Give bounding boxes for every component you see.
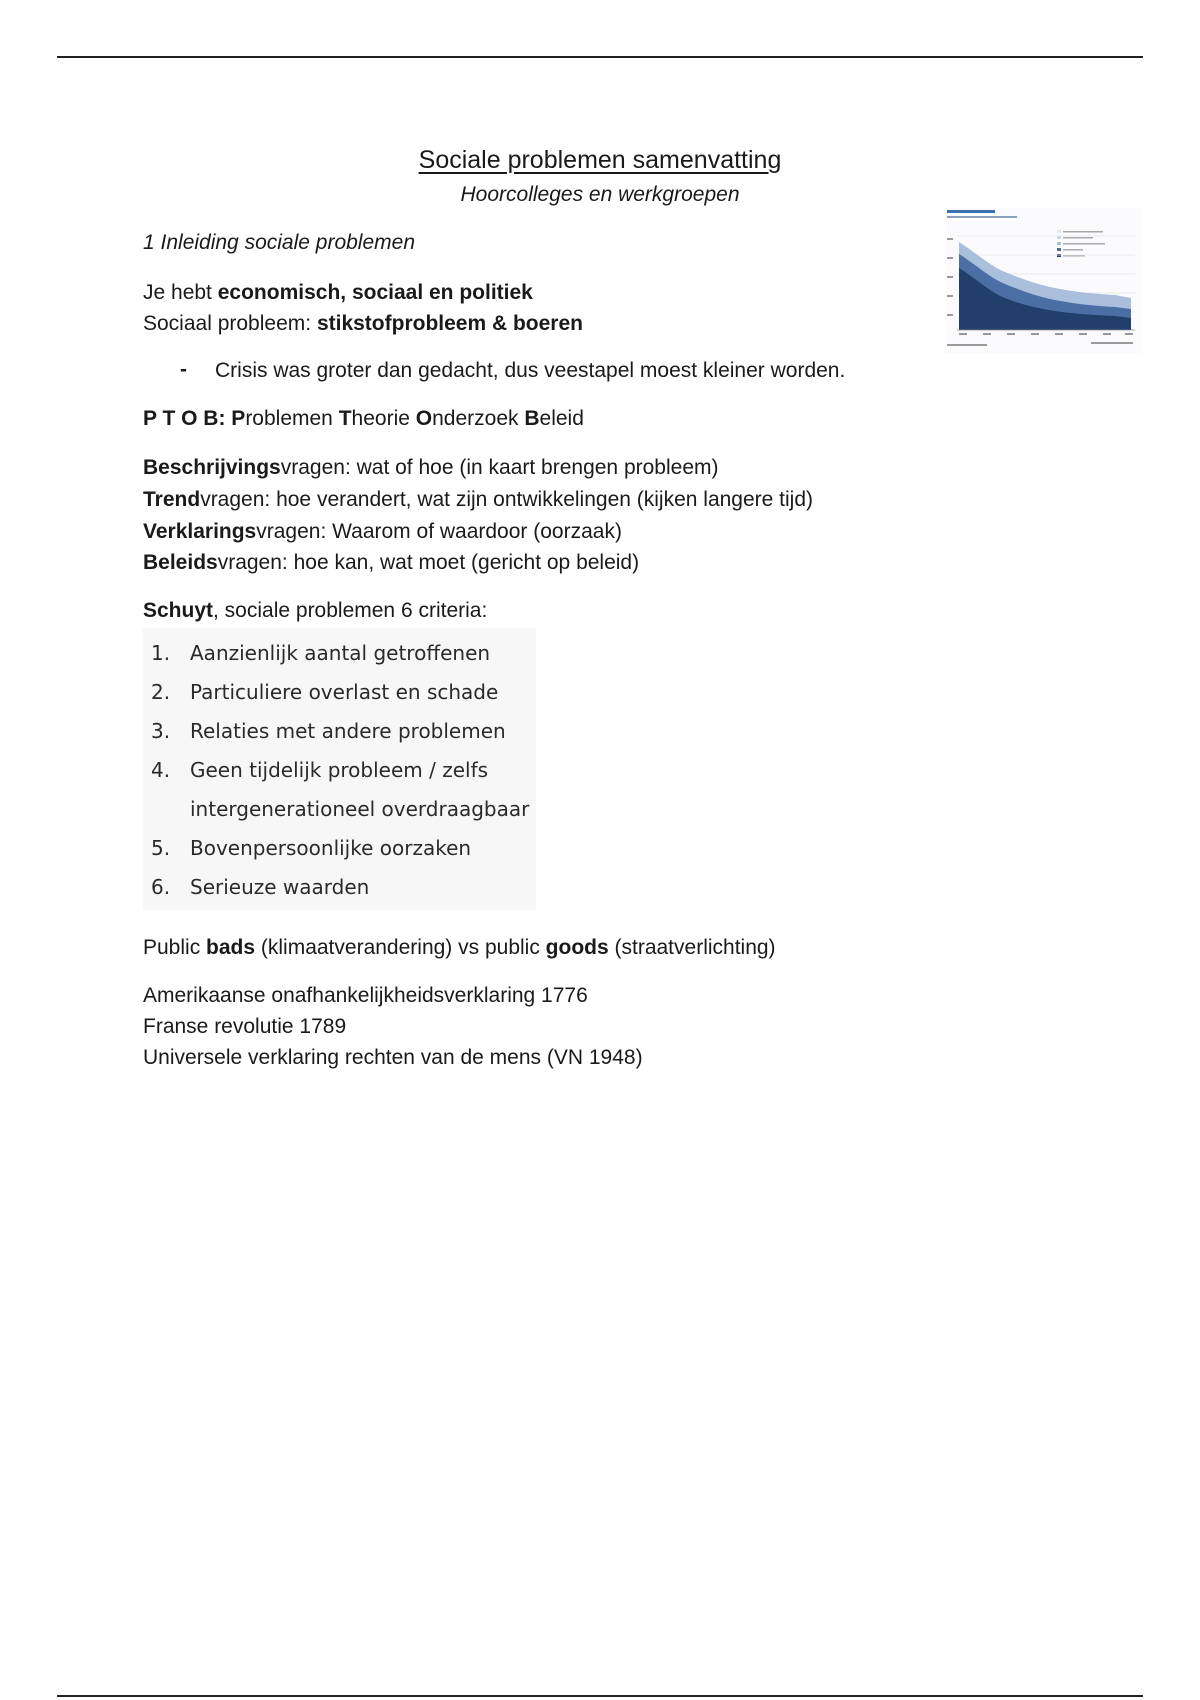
- bottom-rule: [57, 1695, 1143, 1697]
- criteria-item-continuation: intergenerationeel overdraagbaar: [190, 797, 530, 821]
- history-line: Franse revolutie 1789: [143, 1015, 347, 1038]
- chart-subtitle-mark: [947, 216, 1017, 218]
- history-line: Universele verklaring rechten van de mens (VN 1948): [143, 1046, 643, 1069]
- question-line: Beschrijvingsvragen: wat of hoe (in kaart brengen probleem): [143, 456, 719, 479]
- bullet-text: Crisis was groter dan gedacht, dus veestapel moest kleiner worden.: [215, 359, 846, 382]
- criteria-number: 6.: [151, 875, 171, 899]
- section-heading: 1 Inleiding sociale problemen: [143, 231, 416, 254]
- history-line: Amerikaanse onafhankelijkheidsverklaring 1776: [143, 984, 588, 1007]
- criteria-number: 1.: [151, 641, 171, 665]
- criteria-number: 4.: [151, 758, 171, 782]
- top-rule: [57, 56, 1143, 58]
- criteria-item: Aanzienlijk aantal getroffenen: [190, 641, 491, 665]
- question-line: Verklaringsvragen: Waarom of waardoor (oorzaak): [143, 520, 622, 543]
- criteria-item: Geen tijdelijk probleem / zelfs: [190, 758, 489, 782]
- chart-title-mark: [947, 210, 995, 213]
- criteria-number: 3.: [151, 719, 171, 743]
- domains-line: Je hebt economisch, sociaal en politiek: [143, 281, 533, 304]
- question-line: Trendvragen: hoe verandert, wat zijn ontwikkelingen (kijken langere tijd): [143, 488, 814, 511]
- page-subtitle: Hoorcolleges en werkgroepen: [460, 183, 740, 206]
- criteria-number: 2.: [151, 680, 171, 704]
- emission-chart-thumbnail: [945, 208, 1142, 353]
- question-line: Beleidsvragen: hoe kan, wat moet (gericht op beleid): [143, 551, 640, 574]
- page-title: Sociale problemen samenvatting: [418, 146, 782, 174]
- schuyt-line: Schuyt, sociale problemen 6 criteria:: [143, 599, 488, 622]
- social-problem-line: Sociaal probleem: stikstofprobleem & boeren: [143, 312, 583, 335]
- ptob-line: P T O B: Problemen Theorie Onderzoek Beleid: [143, 407, 584, 430]
- criteria-item: Bovenpersoonlijke oorzaken: [190, 836, 472, 860]
- chart-legend: [1057, 230, 1105, 257]
- bullet-marker: -: [180, 358, 187, 381]
- criteria-number: 5.: [151, 836, 171, 860]
- criteria-item: Relaties met andere problemen: [190, 719, 506, 743]
- criteria-item: Particuliere overlast en schade: [190, 680, 499, 704]
- criteria-item: Serieuze waarden: [190, 875, 370, 899]
- public-goods-line: Public bads (klimaatverandering) vs public goods (straatverlichting): [143, 936, 776, 959]
